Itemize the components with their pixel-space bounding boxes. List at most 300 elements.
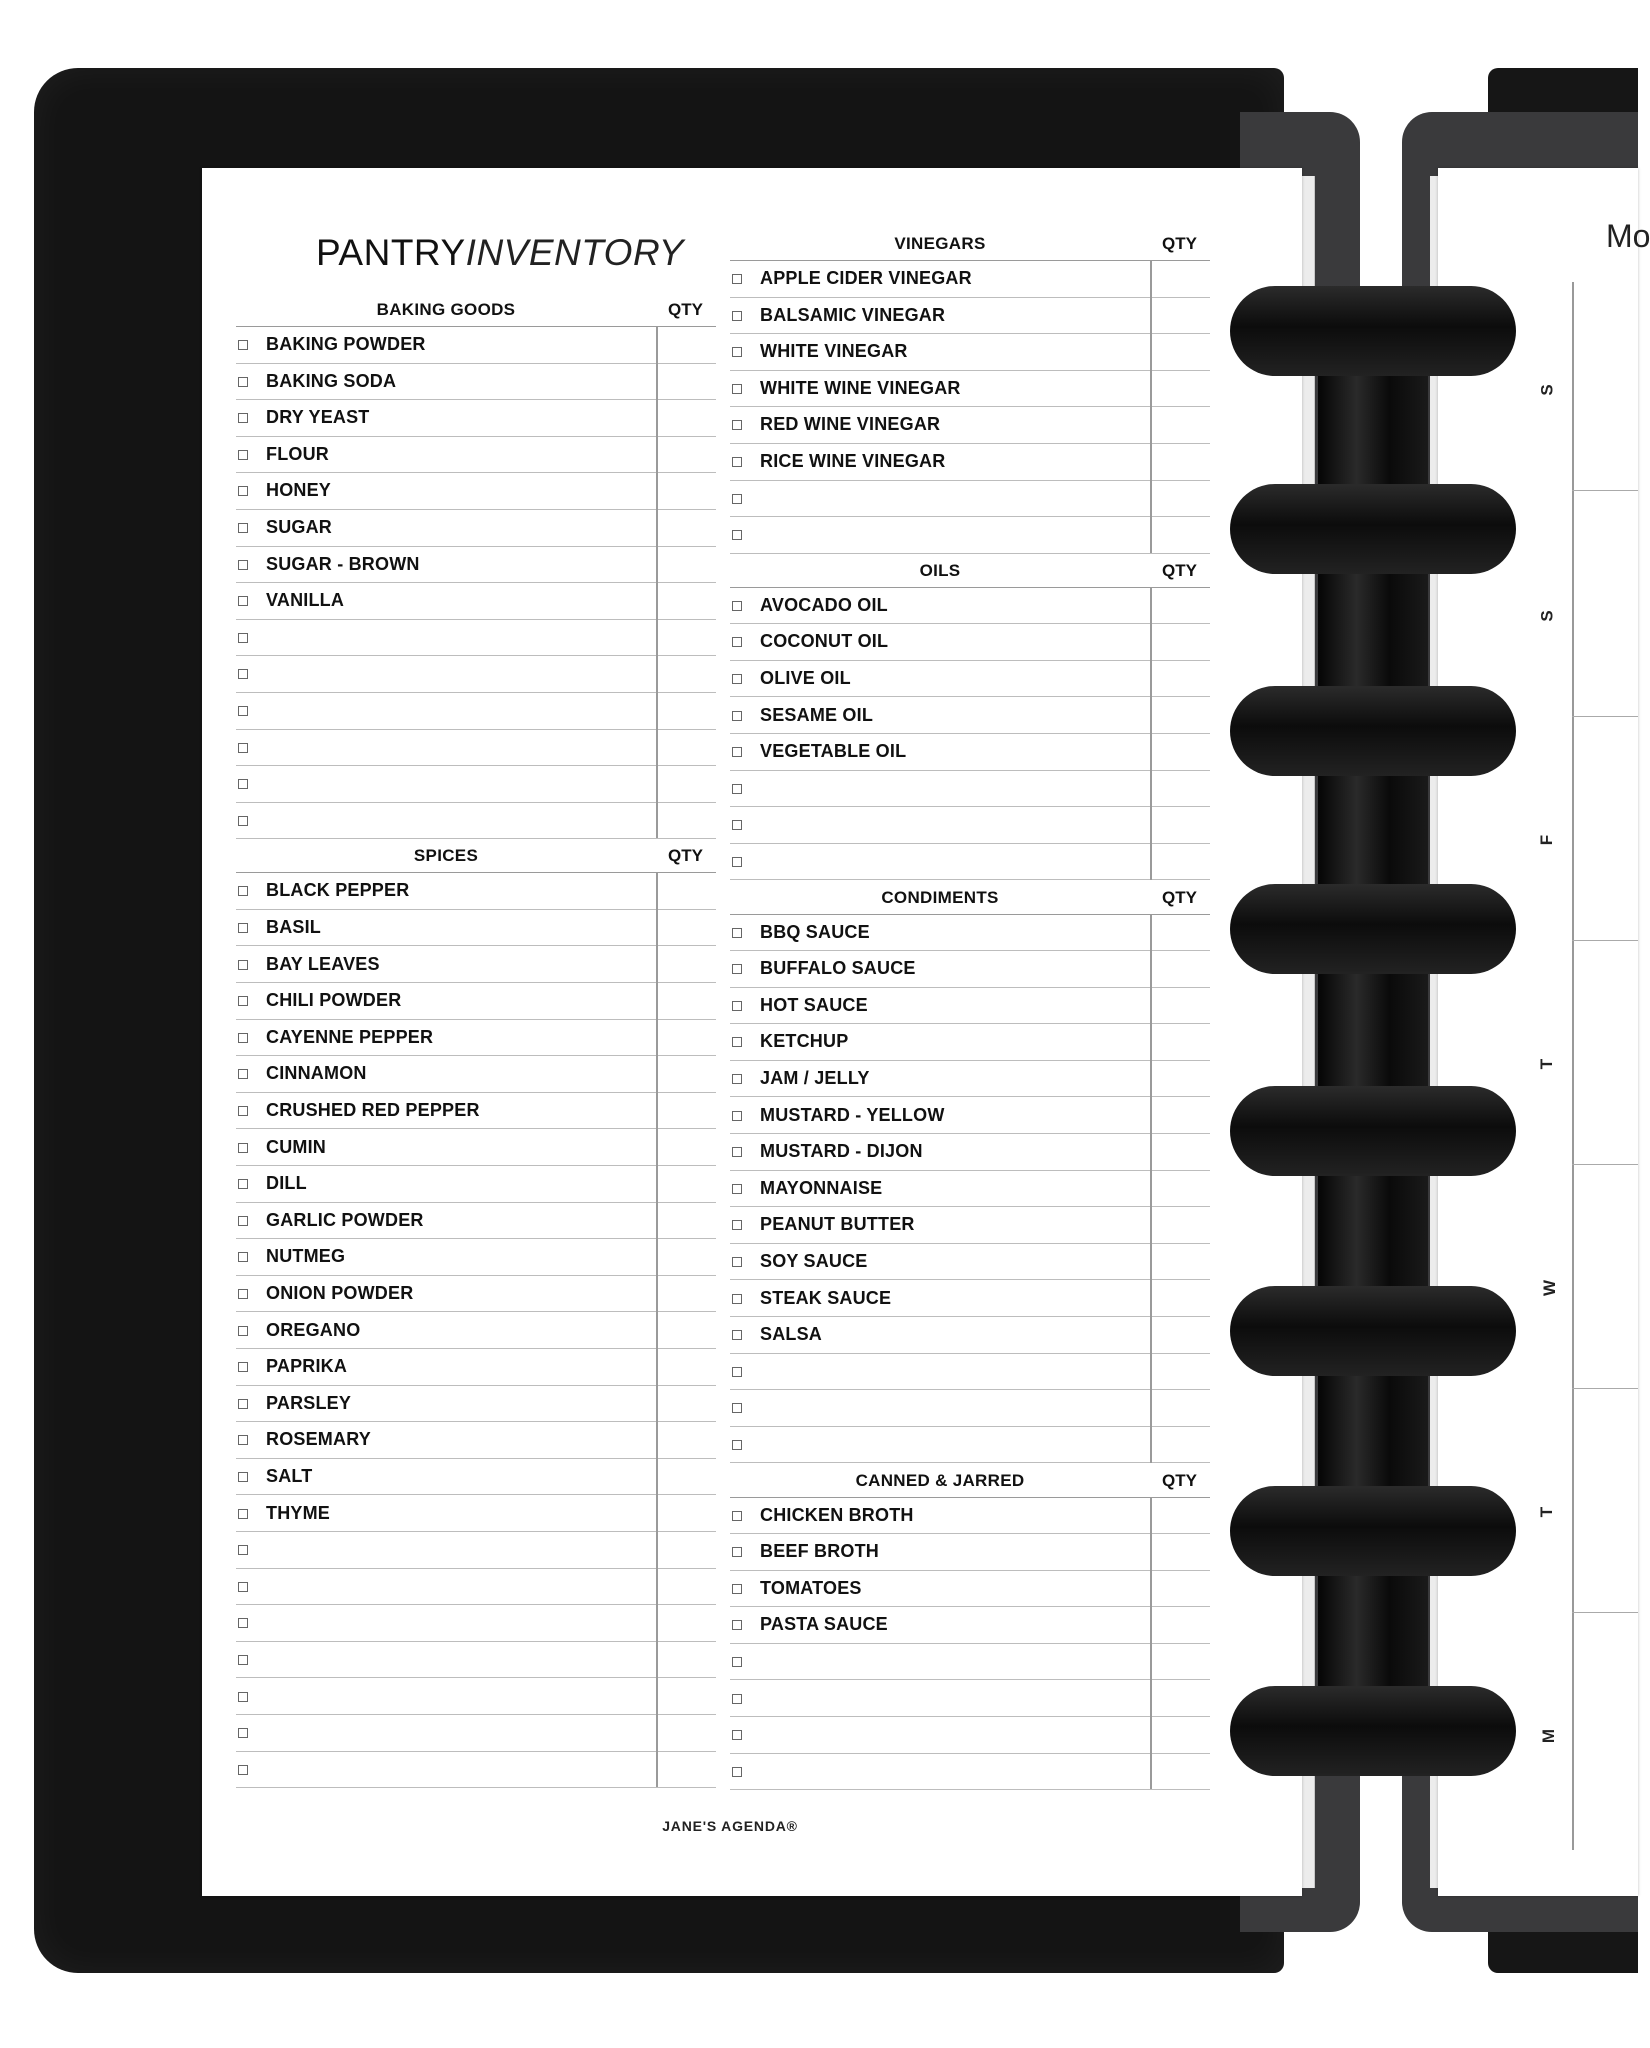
qty-header: QTY: [1162, 887, 1197, 907]
qty-cell[interactable]: [656, 1165, 716, 1202]
calendar-row-divider: [1572, 1164, 1638, 1165]
checkbox[interactable]: [238, 1326, 248, 1336]
list-item: [730, 1570, 1210, 1608]
checkbox[interactable]: [238, 1618, 248, 1628]
qty-cell[interactable]: [1150, 914, 1210, 951]
qty-cell[interactable]: [656, 909, 716, 946]
checkbox[interactable]: [732, 1111, 742, 1121]
qty-cell[interactable]: [1150, 333, 1210, 370]
item-label: BASIL: [266, 916, 321, 937]
qty-cell[interactable]: [1150, 806, 1210, 843]
checkbox[interactable]: [238, 1362, 248, 1372]
qty-cell[interactable]: [1150, 516, 1210, 553]
qty-column-divider: [1150, 914, 1152, 1463]
checkbox[interactable]: [238, 996, 248, 1006]
binder-ring: [1230, 1486, 1516, 1576]
checkbox[interactable]: [238, 1143, 248, 1153]
checkbox[interactable]: [732, 420, 742, 430]
list-item: [236, 1568, 716, 1606]
checkbox[interactable]: [732, 530, 742, 540]
checkbox[interactable]: [238, 1692, 248, 1702]
section-header: [236, 294, 716, 327]
item-label: FLOUR: [266, 443, 329, 464]
section-title: VINEGARS: [894, 234, 986, 253]
calendar-title: Mo: [1606, 218, 1650, 254]
checkbox[interactable]: [238, 960, 248, 970]
list-item: [730, 770, 1210, 808]
list-item: [730, 914, 1210, 952]
item-label: PAPRIKA: [266, 1356, 348, 1377]
item-label: BAKING SODA: [266, 370, 397, 391]
list-item: [730, 843, 1210, 881]
checkbox[interactable]: [732, 711, 742, 721]
qty-cell[interactable]: [656, 619, 716, 656]
qty-cell[interactable]: [1150, 1316, 1210, 1353]
checkbox[interactable]: [238, 706, 248, 716]
qty-cell[interactable]: [1150, 1353, 1210, 1390]
item-label: MUSTARD - DIJON: [760, 1141, 923, 1162]
list-item: [730, 1643, 1210, 1681]
item-label: BBQ SAUCE: [760, 921, 870, 942]
qty-cell[interactable]: [1150, 1426, 1210, 1463]
item-label: KETCHUP: [760, 1031, 849, 1052]
list-item: [236, 326, 716, 364]
item-label: HONEY: [266, 480, 332, 501]
list-item: [730, 1316, 1210, 1354]
qty-cell[interactable]: [656, 399, 716, 436]
list-item: [730, 1533, 1210, 1571]
item-label: ROSEMARY: [266, 1429, 371, 1450]
item-label: SALSA: [760, 1324, 823, 1345]
list-item: [730, 480, 1210, 518]
checkbox[interactable]: [238, 669, 248, 679]
qty-cell[interactable]: [656, 1714, 716, 1751]
list-item: [730, 1716, 1210, 1754]
list-item: [236, 472, 716, 510]
checkbox[interactable]: [238, 1545, 248, 1555]
checkbox[interactable]: [238, 1765, 248, 1775]
list-item: [730, 1680, 1210, 1718]
checkbox[interactable]: [732, 1403, 742, 1413]
list-item: [730, 1097, 1210, 1135]
qty-cell[interactable]: [656, 946, 716, 983]
qty-cell[interactable]: [1150, 370, 1210, 407]
qty-cell[interactable]: [1150, 443, 1210, 480]
checkbox[interactable]: [732, 494, 742, 504]
item-label: NUTMEG: [266, 1246, 346, 1267]
qty-cell[interactable]: [1150, 260, 1210, 297]
qty-cell[interactable]: [1150, 660, 1210, 697]
list-item: [236, 946, 716, 984]
checkbox[interactable]: [732, 820, 742, 830]
qty-cell[interactable]: [1150, 1389, 1210, 1426]
item-label: PARSLEY: [266, 1392, 352, 1413]
list-item: [236, 1092, 716, 1130]
list-item: [236, 1202, 716, 1240]
item-label: CINNAMON: [266, 1063, 367, 1084]
checkbox[interactable]: [732, 1620, 742, 1630]
checkbox[interactable]: [732, 1367, 742, 1377]
calendar-row-divider: [1572, 716, 1638, 717]
qty-cell[interactable]: [1150, 1533, 1210, 1570]
list-item: [236, 509, 716, 547]
qty-cell[interactable]: [656, 1641, 716, 1678]
qty-cell[interactable]: [1150, 1606, 1210, 1643]
list-item: [236, 1019, 716, 1057]
list-item: [236, 1055, 716, 1093]
checkbox[interactable]: [732, 674, 742, 684]
list-item: [730, 516, 1210, 554]
item-label: CAYENNE PEPPER: [266, 1026, 434, 1047]
item-label: SOY SAUCE: [760, 1250, 868, 1271]
qty-cell[interactable]: [656, 472, 716, 509]
qty-cell[interactable]: [656, 1348, 716, 1385]
qty-cell[interactable]: [1150, 1023, 1210, 1060]
list-item: [730, 987, 1210, 1025]
checkbox[interactable]: [732, 1730, 742, 1740]
calendar-day-label: T: [1537, 1058, 1557, 1070]
qty-cell[interactable]: [1150, 1170, 1210, 1207]
checkbox[interactable]: [732, 747, 742, 757]
section-header: [730, 1465, 1210, 1498]
item-label: CUMIN: [266, 1136, 326, 1157]
checkbox[interactable]: [732, 1184, 742, 1194]
checkbox[interactable]: [732, 964, 742, 974]
checkbox[interactable]: [238, 486, 248, 496]
binder-ring: [1230, 286, 1516, 376]
list-item: [730, 1353, 1210, 1391]
qty-cell[interactable]: [656, 546, 716, 583]
qty-cell[interactable]: [1150, 1680, 1210, 1717]
qty-cell[interactable]: [1150, 406, 1210, 443]
checkbox[interactable]: [732, 928, 742, 938]
checkbox[interactable]: [732, 1037, 742, 1047]
item-label: WHITE WINE VINEGAR: [760, 377, 961, 398]
item-label: SUGAR: [266, 517, 333, 537]
list-item: [236, 982, 716, 1020]
list-item: [730, 1060, 1210, 1098]
checkbox[interactable]: [238, 1728, 248, 1738]
qty-column-divider: [656, 872, 658, 1787]
item-label: OREGANO: [266, 1319, 361, 1340]
title-bold: PANTRY: [316, 232, 466, 273]
list-item: [730, 1170, 1210, 1208]
list-item: [730, 1497, 1210, 1535]
qty-cell[interactable]: [1150, 1716, 1210, 1753]
qty-header: QTY: [1162, 234, 1197, 253]
checkbox[interactable]: [732, 1294, 742, 1304]
list-item: [236, 655, 716, 693]
checkbox[interactable]: [238, 779, 248, 789]
list-item: [730, 1606, 1210, 1644]
list-item: [730, 950, 1210, 988]
item-label: BUFFALO SAUCE: [760, 958, 916, 979]
binder-ring: [1230, 1086, 1516, 1176]
qty-cell[interactable]: [1150, 1097, 1210, 1134]
qty-column-divider: [656, 326, 658, 838]
qty-cell[interactable]: [656, 1568, 716, 1605]
checkbox[interactable]: [238, 1289, 248, 1299]
qty-cell[interactable]: [656, 1275, 716, 1312]
list-item: [236, 546, 716, 584]
section-title: BAKING GOODS: [376, 300, 516, 319]
calendar-row-divider: [1572, 940, 1638, 941]
item-label: THYME: [266, 1502, 330, 1523]
section-header: [236, 840, 716, 873]
list-item: [236, 1348, 716, 1386]
checkbox[interactable]: [238, 1179, 248, 1189]
qty-header: QTY: [1162, 1470, 1197, 1490]
qty-cell[interactable]: [1150, 1206, 1210, 1243]
checkbox[interactable]: [238, 1399, 248, 1409]
item-label: COCONUT OIL: [760, 631, 889, 652]
qty-cell[interactable]: [1150, 1497, 1210, 1534]
checkbox[interactable]: [732, 1657, 742, 1667]
qty-cell[interactable]: [1150, 987, 1210, 1024]
section-title: SPICES: [413, 846, 479, 866]
item-label: SESAME OIL: [760, 704, 874, 725]
item-label: DRY YEAST: [266, 407, 370, 428]
binder-ring: [1230, 1286, 1516, 1376]
checkbox[interactable]: [732, 1511, 742, 1521]
item-label: DILL: [266, 1173, 307, 1194]
checkbox[interactable]: [238, 523, 248, 533]
qty-cell[interactable]: [656, 1092, 716, 1129]
qty-cell[interactable]: [1150, 1753, 1210, 1790]
qty-cell[interactable]: [656, 692, 716, 729]
list-item: [236, 1129, 716, 1167]
checkbox[interactable]: [732, 384, 742, 394]
item-label: RED WINE VINEGAR: [760, 414, 941, 435]
item-label: MUSTARD - YELLOW: [760, 1104, 945, 1125]
section-header: [730, 228, 1210, 261]
item-label: BEEF BROTH: [760, 1541, 879, 1562]
binder-ring: [1230, 686, 1516, 776]
item-label: BAY LEAVES: [266, 953, 380, 974]
binder-ring: [1230, 484, 1516, 574]
item-label: OLIVE OIL: [760, 667, 851, 688]
qty-cell[interactable]: [1150, 697, 1210, 734]
list-item: [236, 363, 716, 401]
qty-cell[interactable]: [1150, 297, 1210, 334]
section-title: OILS: [919, 560, 961, 580]
list-item: [236, 1165, 716, 1203]
qty-cell[interactable]: [656, 1019, 716, 1056]
list-item: [236, 729, 716, 767]
list-item: [730, 370, 1210, 408]
checkbox[interactable]: [238, 1655, 248, 1665]
list-item: [236, 692, 716, 730]
list-item: [730, 406, 1210, 444]
calendar-day-label: S: [1537, 610, 1557, 622]
checkbox[interactable]: [238, 1509, 248, 1519]
checkbox[interactable]: [238, 377, 248, 387]
item-label: WHITE VINEGAR: [760, 341, 908, 362]
list-item: [730, 806, 1210, 844]
checkbox[interactable]: [732, 311, 742, 321]
checkbox[interactable]: [238, 816, 248, 826]
qty-cell[interactable]: [1150, 950, 1210, 987]
qty-cell[interactable]: [1150, 770, 1210, 807]
qty-cell[interactable]: [656, 1678, 716, 1715]
qty-cell[interactable]: [656, 1458, 716, 1495]
section-header: [730, 882, 1210, 915]
list-item: [730, 1426, 1210, 1464]
list-item: [236, 802, 716, 840]
qty-cell[interactable]: [656, 1055, 716, 1092]
qty-cell[interactable]: [656, 1531, 716, 1568]
item-label: PASTA SAUCE: [760, 1614, 888, 1635]
checkbox[interactable]: [732, 274, 742, 284]
calendar-day-label: F: [1537, 834, 1557, 846]
list-item: [730, 733, 1210, 771]
item-label: VEGETABLE OIL: [760, 741, 907, 762]
section-header: [730, 555, 1210, 588]
page-title: [316, 232, 684, 274]
qty-cell[interactable]: [656, 509, 716, 546]
calendar-day-label: M: [1539, 1728, 1559, 1744]
checkbox[interactable]: [238, 743, 248, 753]
checkbox[interactable]: [238, 1216, 248, 1226]
checkbox[interactable]: [732, 1767, 742, 1777]
list-item: [730, 1023, 1210, 1061]
calendar-row-divider: [1572, 490, 1638, 491]
title-italic: INVENTORY: [465, 232, 684, 273]
qty-cell[interactable]: [1150, 587, 1210, 624]
list-item: [236, 1312, 716, 1350]
checkbox[interactable]: [732, 1220, 742, 1230]
checkbox[interactable]: [238, 596, 248, 606]
list-item: [730, 697, 1210, 735]
item-label: RICE WINE VINEGAR: [760, 451, 946, 471]
list-item: [236, 436, 716, 474]
checkbox[interactable]: [732, 1584, 742, 1594]
list-item: [236, 1751, 716, 1789]
qty-cell[interactable]: [1150, 623, 1210, 660]
binder-ring: [1230, 1686, 1516, 1776]
calendar-page: [1438, 168, 1638, 1896]
list-item: [730, 1243, 1210, 1281]
checkbox[interactable]: [238, 560, 248, 570]
checkbox[interactable]: [238, 1252, 248, 1262]
qty-cell[interactable]: [1150, 1133, 1210, 1170]
qty-cell[interactable]: [1150, 1570, 1210, 1607]
qty-cell[interactable]: [656, 326, 716, 363]
item-label: CHILI POWDER: [266, 990, 402, 1011]
list-item: [236, 1495, 716, 1533]
checkbox[interactable]: [732, 1440, 742, 1450]
item-label: BLACK PEPPER: [266, 880, 410, 901]
checkbox[interactable]: [238, 1033, 248, 1043]
qty-cell[interactable]: [656, 1385, 716, 1422]
qty-cell[interactable]: [656, 765, 716, 802]
qty-cell[interactable]: [1150, 843, 1210, 880]
checkbox[interactable]: [238, 1069, 248, 1079]
checkbox[interactable]: [238, 923, 248, 933]
checkbox[interactable]: [238, 1435, 248, 1445]
item-label: MAYONNAISE: [760, 1177, 883, 1198]
qty-cell[interactable]: [1150, 1643, 1210, 1680]
item-label: CRUSHED RED PEPPER: [266, 1099, 480, 1120]
qty-cell[interactable]: [656, 436, 716, 473]
list-item: [730, 443, 1210, 481]
item-label: CHICKEN BROTH: [760, 1504, 914, 1525]
checkbox[interactable]: [732, 1547, 742, 1557]
list-item: [236, 1641, 716, 1679]
qty-cell[interactable]: [656, 1129, 716, 1166]
checkbox[interactable]: [732, 784, 742, 794]
calendar-day-label: S: [1537, 384, 1557, 396]
qty-cell[interactable]: [1150, 733, 1210, 770]
checkbox[interactable]: [238, 886, 248, 896]
item-label: APPLE CIDER VINEGAR: [760, 268, 972, 288]
list-item: [236, 619, 716, 657]
list-item: [730, 1753, 1210, 1791]
calendar-day-label: T: [1537, 1506, 1557, 1518]
list-item: [236, 1531, 716, 1569]
checkbox[interactable]: [732, 857, 742, 867]
qty-cell[interactable]: [656, 582, 716, 619]
checkbox[interactable]: [732, 1001, 742, 1011]
qty-column-divider: [1150, 260, 1152, 553]
qty-cell[interactable]: [656, 363, 716, 400]
calendar-divider: [1572, 282, 1574, 1850]
qty-cell[interactable]: [656, 1312, 716, 1349]
qty-cell[interactable]: [656, 1238, 716, 1275]
checkbox[interactable]: [238, 1106, 248, 1116]
qty-cell[interactable]: [656, 1751, 716, 1788]
checkbox[interactable]: [732, 1147, 742, 1157]
qty-cell[interactable]: [1150, 480, 1210, 517]
list-item: [236, 582, 716, 620]
qty-cell[interactable]: [656, 1495, 716, 1532]
checkbox[interactable]: [732, 637, 742, 647]
qty-cell[interactable]: [656, 1421, 716, 1458]
qty-cell[interactable]: [656, 1604, 716, 1641]
qty-cell[interactable]: [1150, 1280, 1210, 1317]
checkbox[interactable]: [238, 413, 248, 423]
checkbox[interactable]: [732, 1330, 742, 1340]
item-label: TOMATOES: [760, 1577, 862, 1598]
checkbox[interactable]: [238, 340, 248, 350]
qty-cell[interactable]: [656, 655, 716, 692]
qty-cell[interactable]: [1150, 1060, 1210, 1097]
qty-cell[interactable]: [656, 872, 716, 909]
checkbox[interactable]: [732, 1694, 742, 1704]
checkbox[interactable]: [238, 1582, 248, 1592]
item-label: STEAK SAUCE: [760, 1287, 892, 1308]
qty-cell[interactable]: [656, 1202, 716, 1239]
list-item: [236, 1421, 716, 1459]
qty-cell[interactable]: [1150, 1243, 1210, 1280]
qty-cell[interactable]: [656, 802, 716, 839]
checkbox[interactable]: [732, 1257, 742, 1267]
qty-cell[interactable]: [656, 982, 716, 1019]
item-label: PEANUT BUTTER: [760, 1214, 915, 1235]
qty-cell[interactable]: [656, 729, 716, 766]
qty-header: QTY: [1162, 560, 1197, 580]
checkbox[interactable]: [732, 1074, 742, 1084]
checkbox[interactable]: [238, 1472, 248, 1482]
checkbox[interactable]: [238, 450, 248, 460]
checkbox[interactable]: [732, 347, 742, 357]
checkbox[interactable]: [732, 601, 742, 611]
checkbox[interactable]: [238, 633, 248, 643]
list-item: [730, 333, 1210, 371]
item-label: GARLIC POWDER: [266, 1209, 424, 1230]
checkbox[interactable]: [732, 457, 742, 467]
list-item: [730, 260, 1210, 298]
